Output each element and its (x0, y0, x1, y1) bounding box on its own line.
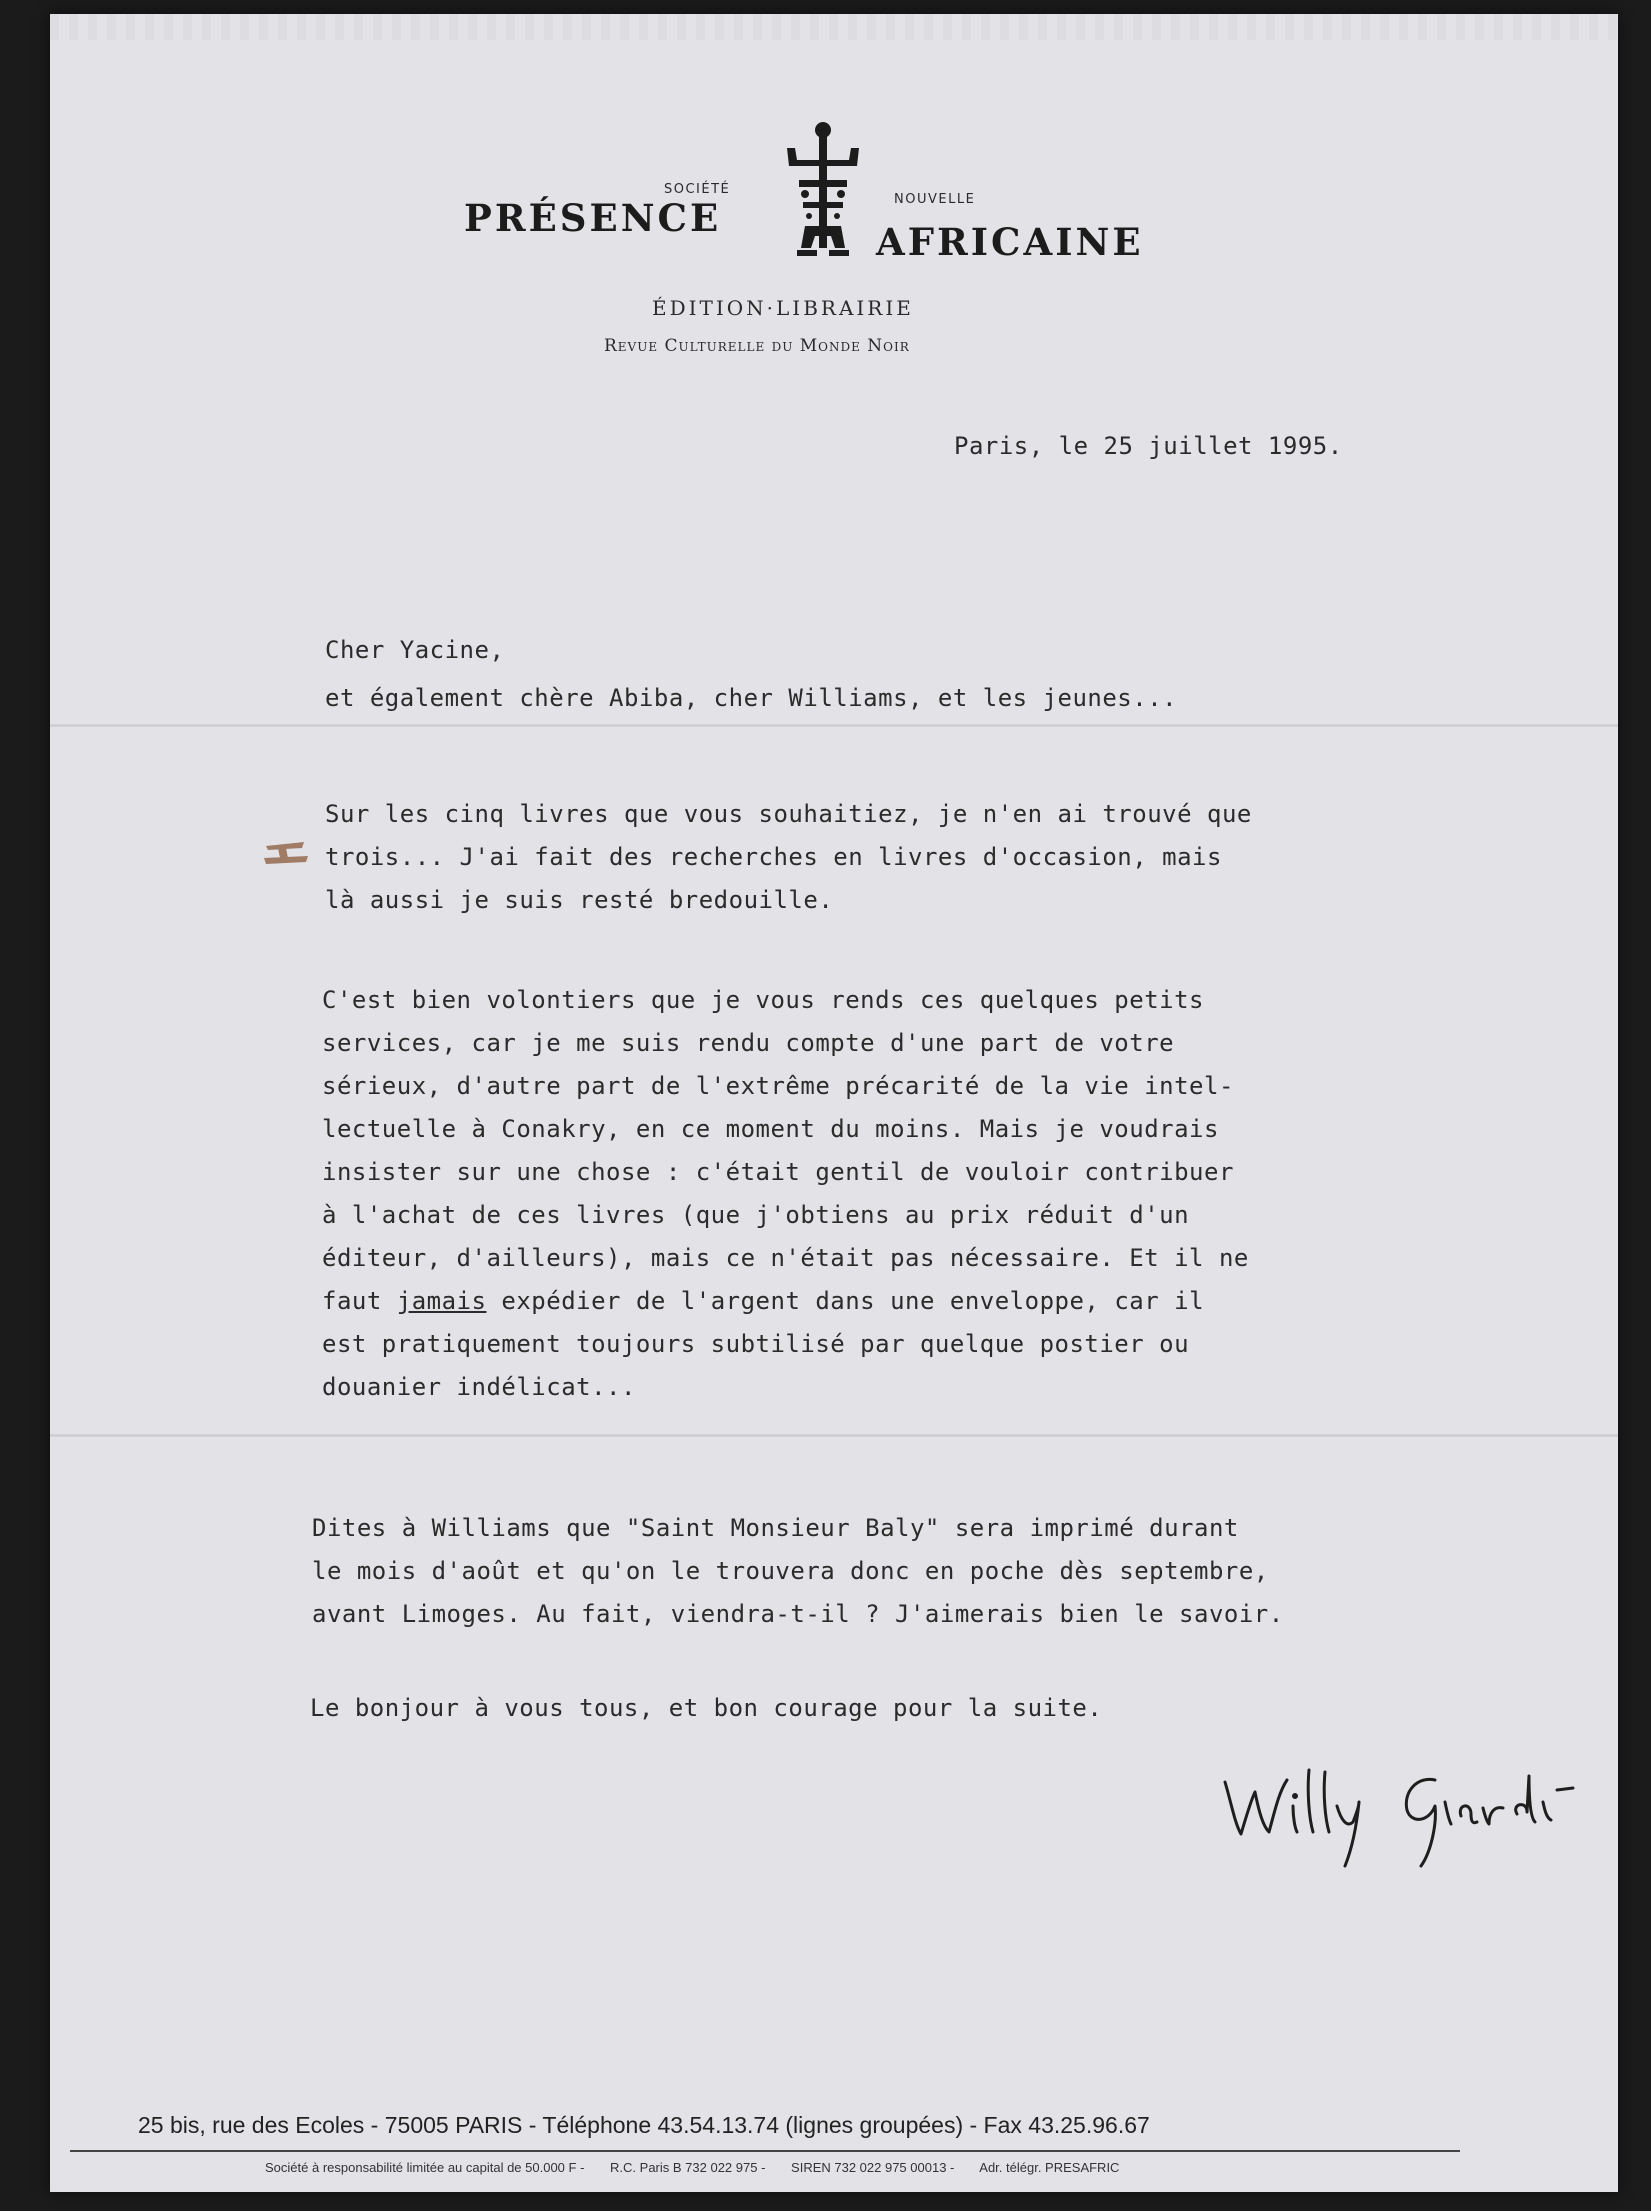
text-line: avant Limoges. Au fait, viendra-t-il ? J'aimerais bien le savoir. (312, 1600, 1284, 1628)
salutation-continued: et également chère Abiba, cher Williams, et les jeunes... (325, 684, 1178, 712)
legal-item: Société à responsabilité limitée au capital de 50.000 F - (265, 2160, 585, 2175)
text-line: sérieux, d'autre part de l'extrême précarité de la vie intel- (322, 1072, 1234, 1100)
text-segment: expédier de l'argent dans une enveloppe, car il (486, 1287, 1205, 1315)
footer-address: 25 bis, rue des Ecoles - 75005 PARIS - Téléphone 43.54.13.74 (lignes groupées) - Fax 43.25.96.67 (138, 2112, 1150, 2138)
paragraph-1 (325, 800, 1252, 929)
paragraph-3 (312, 1514, 1284, 1643)
text-line: éditeur, d'ailleurs), mais ce n'était pas nécessaire. Et il ne (322, 1244, 1249, 1272)
letter-date: Paris, le 25 juillet 1995. (954, 432, 1343, 460)
legal-item: Adr. télégr. PRESAFRIC (979, 2160, 1120, 2175)
text-line: Dites à Williams que "Saint Monsieur Baly" sera imprimé durant (312, 1514, 1239, 1542)
underlined-word: jamais (396, 1287, 487, 1315)
text-line: Sur les cinq livres que vous souhaitiez, je n'en ai trouvé que (325, 800, 1252, 828)
nouvelle-label: NOUVELLE (894, 192, 976, 207)
text-line: là aussi je suis resté bredouille. (325, 886, 834, 914)
text-line: services, car je me suis rendu compte d'une part de votre (322, 1029, 1175, 1057)
text-line: trois... J'ai fait des recherches en livres d'occasion, mais (325, 843, 1222, 871)
text-line: lectuelle à Conakry, en ce moment du moins. Mais je voudrais (322, 1115, 1219, 1143)
presence-title: PRÉSENCE (464, 196, 722, 240)
text-line-with-emphasis (322, 1287, 1249, 1330)
closing-line: Le bonjour à vous tous, et bon courage pour la suite. (310, 1694, 1103, 1722)
footer-legal (265, 2160, 1141, 2175)
text-line: insister sur une chose : c'était gentil de vouloir contribuer (322, 1158, 1234, 1186)
salutation: Cher Yacine, (325, 636, 505, 664)
text-line: est pratiquement toujours subtilisé par quelque postier ou (322, 1330, 1190, 1358)
text-line: douanier indélicat... (322, 1373, 636, 1401)
handwritten-signature (1217, 1762, 1577, 1872)
text-line: le mois d'août et qu'on le trouvera donc en poche dès septembre, (312, 1557, 1269, 1585)
legal-item: R.C. Paris B 732 022 975 - (610, 2160, 766, 2175)
statue-logo-icon (785, 118, 861, 268)
letterhead (50, 14, 1618, 394)
text-segment: faut (322, 1287, 397, 1315)
text-line: à l'achat de ces livres (que j'obtiens au prix réduit d'un (322, 1201, 1190, 1229)
legal-item: SIREN 732 022 975 00013 - (791, 2160, 955, 2175)
societe-label: SOCIÉTÉ (664, 182, 731, 197)
footer-divider (70, 2150, 1460, 2152)
fold-crease (50, 1434, 1618, 1437)
africaine-title: AFRICAINE (876, 220, 1144, 264)
text-line: C'est bien volontiers que je vous rends ces quelques petits (322, 986, 1205, 1014)
revue-subtitle: Revue Culturelle du Monde Noir (604, 336, 910, 356)
edition-librairie: ÉDITION·LIBRAIRIE (652, 296, 914, 320)
letter-sheet (50, 14, 1618, 2192)
paragraph-2 (322, 986, 1249, 1416)
fold-crease (50, 724, 1618, 727)
ink-stain (260, 834, 316, 868)
